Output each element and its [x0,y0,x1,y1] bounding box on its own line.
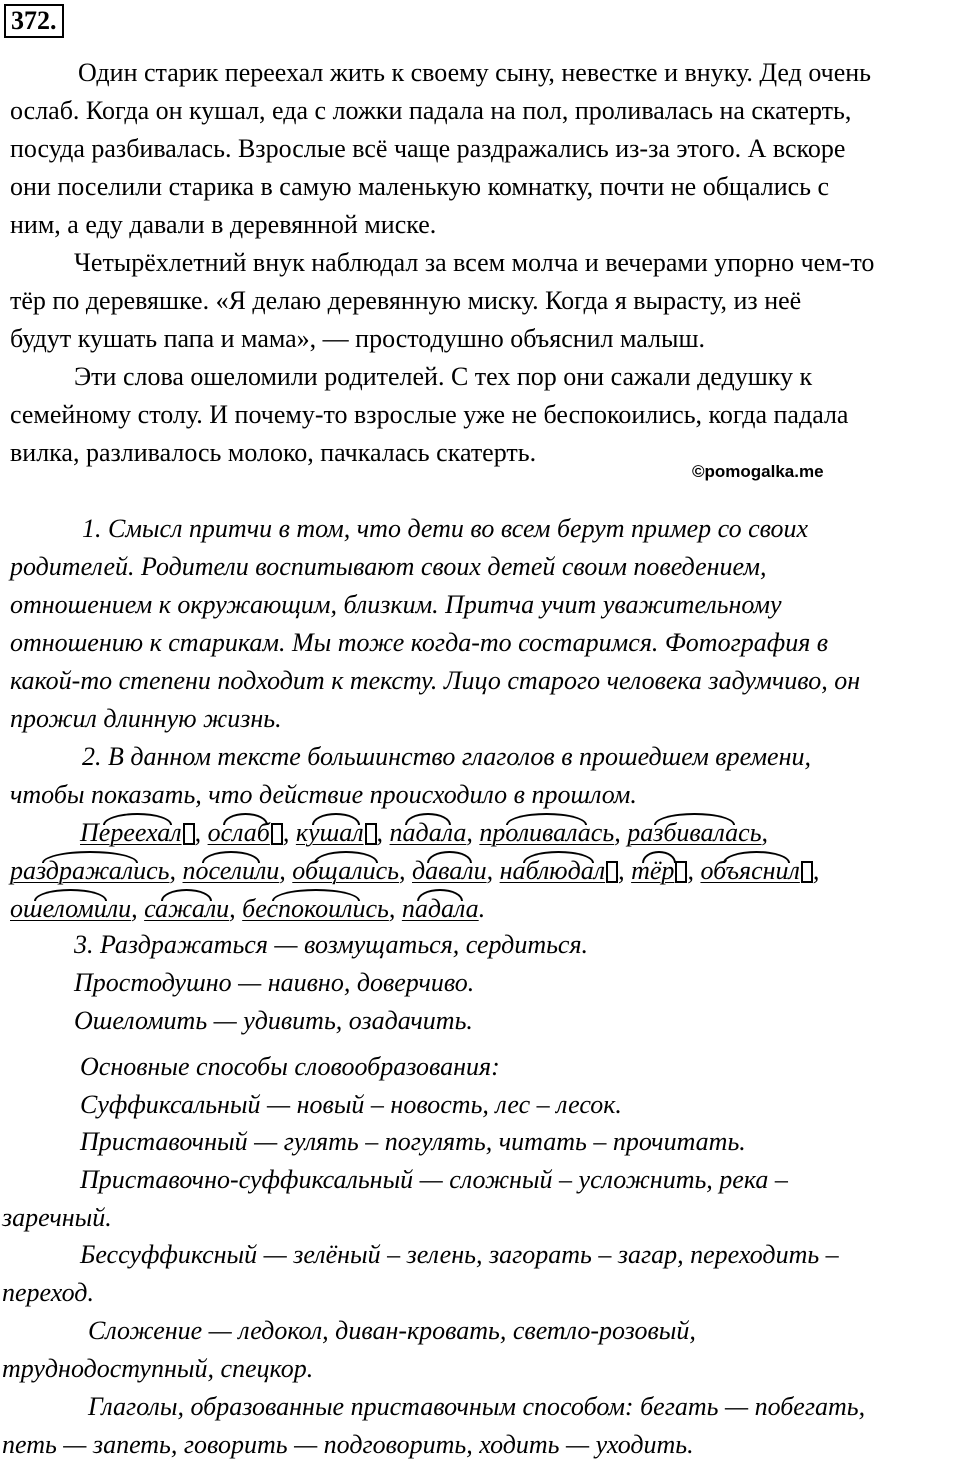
verb: объяснил [700,856,812,886]
wordformation-heading: Основные способы словообразования: [80,1052,500,1081]
verb: беспокоились [242,894,389,923]
verbs-row-2: раздражались, поселили, общались, давали, наблюдал , тёр , объяснил , [10,856,820,885]
wordformation-line: Приставочный — гулять – погулять, читать – прочитать. [80,1127,746,1156]
wordformation-line: Бессуффиксный — зелёный – зелень, загорать – загар, переходить – [80,1240,839,1269]
answer1-line: отношением к окружающим, близким. Притча учит уважительному [10,590,782,619]
verb: разбивалась [627,818,762,847]
verb: падала [401,894,479,923]
ending-box [183,823,195,845]
wordformation-line: Глаголы, образованные приставочным способом: бегать — побегать, [88,1392,866,1421]
ending-box [606,861,618,883]
verb: поселили [182,856,280,885]
verb: наблюдал [500,856,619,886]
ending-box [365,823,377,845]
text-line: будут кушать папа и мама», — простодушно объяснил малыш. [10,324,706,353]
verb: проливалась [479,818,615,847]
verb: падала [389,818,467,847]
answer3-line: Простодушно — наивно, доверчиво. [74,968,475,997]
wordformation-line: петь — запеть, говорить — подговорить, ходить — уходить. [2,1430,694,1459]
ending-box [675,861,687,883]
text-line: семейному столу. И почему-то взрослые уже не беспокоились, когда падала [10,400,849,429]
text-line: вилка, разливалось молоко, пачкалась скатерть. [10,438,537,467]
answer3-line: Ошеломить — удивить, озадачить. [74,1006,473,1035]
text-line: Один старик переехал жить к своему сыну, невестке и внуку. Дед очень [78,58,872,87]
wordformation-line: Приставочно-суффиксальный — сложный – усложнить, река – [80,1165,788,1194]
answer1-line: 1. Смысл притчи в том, что дети во всем берут пример со своих [82,514,809,543]
verb: сажали [144,894,230,923]
verbs-row-3: ошеломили, сажали, беспокоились, падала. [10,894,486,923]
answer3-line: 3. Раздражаться — возмущаться, сердиться. [74,930,589,959]
wordformation-line: Сложение — ледокол, диван-кровать, светло-розовый, [88,1316,696,1345]
ending-box [271,823,283,845]
exercise-number: 372. [4,4,64,38]
answer1-line: прожил длинную жизнь. [10,704,282,733]
ending-box [801,861,813,883]
text-line: посуда разбивалась. Взрослые всё чаще раздражались из-за этого. А вскоре [10,134,846,163]
text-line: Четырёхлетний внук наблюдал за всем молча и вечерами упорно чем-то [74,248,875,277]
verb: давали [412,856,487,885]
text-line: тёр по деревяшке. «Я делаю деревянную миску. Когда я вырасту, из неё [10,286,802,315]
text-line: они поселили старика в самую маленькую комнатку, почти не общались с [10,172,830,201]
wordformation-line: Суффиксальный — новый – новость, лес – лесок. [80,1090,622,1119]
answer1-line: отношению к старикам. Мы тоже когда-то состаримся. Фотография в [10,628,829,657]
verb: кушал [296,818,377,848]
text-line: ним, а еду давали в деревянной миске. [10,210,437,239]
wordformation-line: заречный. [2,1203,112,1232]
answer2-line: 2. В данном тексте большинство глаголов в прошедшем времени, [82,742,811,771]
verb: раздражались [10,856,170,885]
answer1-line: родителей. Родители воспитывают своих детей своим поведением, [10,552,767,581]
answer2-line: чтобы показать, что действие происходило в прошлом. [10,780,637,809]
answer1-line: какой-то степени подходит к тексту. Лицо старого человека задумчиво, он [10,666,861,695]
verbs-row-1: Переехал , ослаб , кушал , падала, проливалась, разбивалась, [80,818,769,847]
verb: тёр [631,856,687,886]
text-line: ослаб. Когда он кушал, еда с ложки падала на пол, проливалась на скатерть, [10,96,852,125]
wordformation-line: труднодоступный, спецкор. [2,1354,314,1383]
verb: Переехал [80,818,195,848]
verb: ошеломили [10,894,132,923]
verb: общались [292,856,399,885]
verb: ослаб [208,818,283,848]
text-line: Эти слова ошеломили родителей. С тех пор они сажали дедушку к [74,362,813,391]
watermark: ©pomogalka.me [692,462,824,481]
wordformation-line: переход. [2,1278,94,1307]
